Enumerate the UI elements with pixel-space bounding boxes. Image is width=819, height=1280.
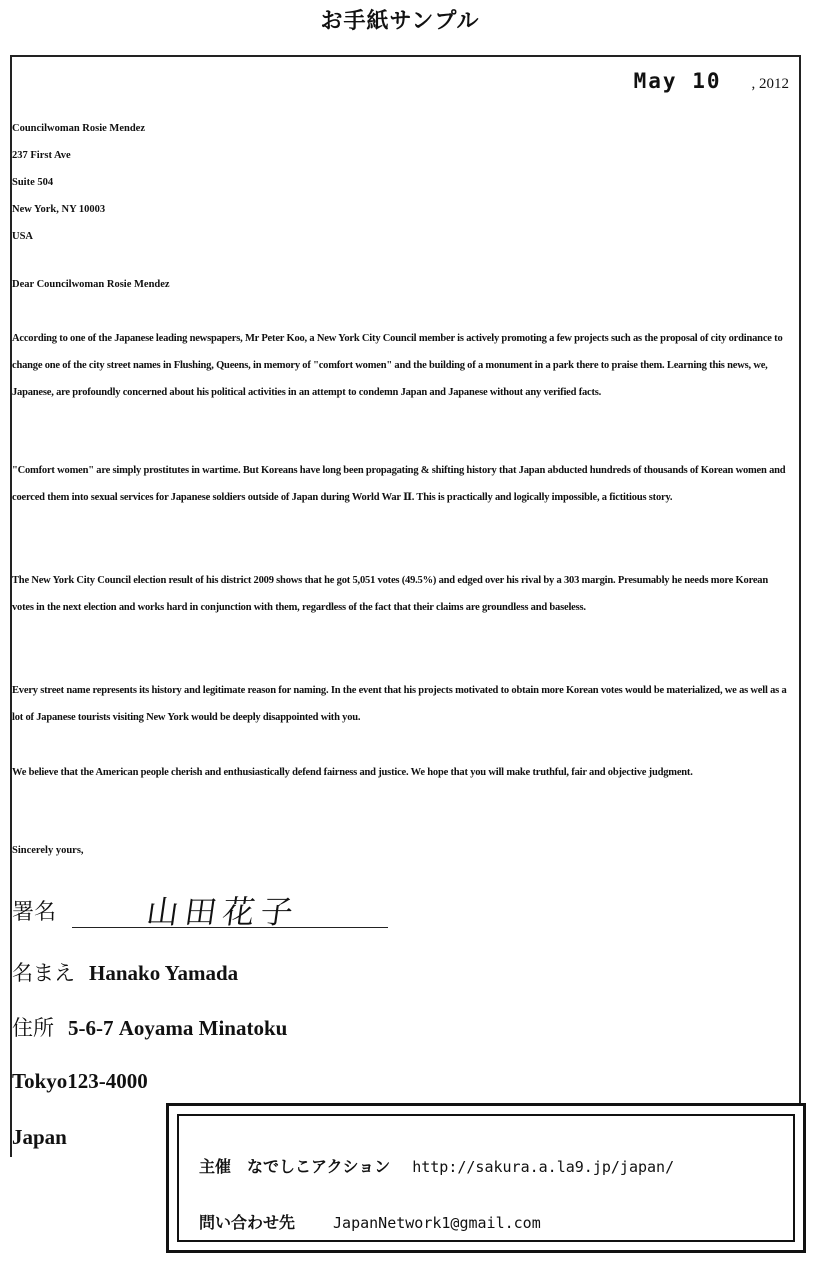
closing: Sincerely yours, bbox=[12, 845, 84, 856]
sponsor-box-inner bbox=[177, 1114, 795, 1242]
recipient-address bbox=[12, 115, 145, 250]
sponsor-box bbox=[166, 1103, 806, 1253]
body-paragraph: We believe that the American people cherish and enthusiastically defend fairness and justice. We hope that you will make truthful, fair and objective judgment. bbox=[12, 767, 693, 778]
date-month-day: May 10 bbox=[633, 69, 722, 93]
address-label: 住所 bbox=[12, 1016, 54, 1040]
sponsor-label: 主催 bbox=[199, 1157, 232, 1176]
sponsor-org: なでしこアクション bbox=[247, 1157, 391, 1176]
address-value: 5-6-7 Aoyama Minatoku bbox=[68, 1016, 288, 1040]
signature-label: 署名 bbox=[12, 900, 57, 925]
sponsor-row bbox=[199, 1154, 674, 1177]
address-row bbox=[12, 1012, 287, 1042]
address-line: USA bbox=[12, 231, 34, 242]
signature-line bbox=[72, 927, 388, 928]
contact-label: 問い合わせ先 bbox=[199, 1213, 296, 1232]
sponsor-url[interactable]: http://sakura.a.la9.jp/japan/ bbox=[412, 1158, 675, 1176]
letter-frame bbox=[10, 55, 801, 1157]
contact-email[interactable]: JapanNetwork1@gmail.com bbox=[333, 1214, 541, 1232]
name-row bbox=[12, 957, 238, 987]
address-line: Suite 504 bbox=[12, 177, 54, 188]
address-line: Councilwoman Rosie Mendez bbox=[12, 123, 145, 134]
contact-row bbox=[199, 1210, 541, 1233]
letter-date bbox=[634, 69, 789, 93]
body-paragraph: According to one of the Japanese leading newspapers, Mr Peter Koo, a New York City Council member is actively promoting a few projects such as the proposal of city ordinance to change one of the city street names in Flushing, Queens, in memory of "comfort women" and the building of a monument in a park there to praise them. Learning this news, we, Japanese, are profoundly concerned about his political activities in an attempt to condemn Japan and Japanese without any verified facts. bbox=[12, 333, 783, 398]
body-paragraph: "Comfort women" are simply prostitutes in wartime. But Koreans have long been propagating & shifting history that Japan abducted hundreds of thousands of Korean women and coerced them into sexual services for Japanese soldiers outside of Japan during World War Ⅱ. This is practically and logically impossible, a fictitious story. bbox=[12, 465, 786, 503]
body-paragraph: Every street name represents its history and legitimate reason for naming. In the event that his projects motivated to obtain more Korean votes would be materialized, we as well as a lot of Japanese tourists visiting New York would be deeply disappointed with you. bbox=[12, 685, 787, 723]
address-line: 237 First Ave bbox=[12, 150, 71, 161]
salutation: Dear Councilwoman Rosie Mendez bbox=[12, 279, 170, 290]
name-value: Hanako Yamada bbox=[89, 961, 239, 985]
address-country: Japan bbox=[12, 1125, 67, 1149]
signature-handwriting: 山田花子 bbox=[144, 893, 302, 931]
date-year: , 2012 bbox=[751, 76, 789, 92]
page-title: お手紙サンプル bbox=[320, 9, 480, 34]
body-paragraph: The New York City Council election result of his district 2009 shows that he got 5,051 votes (49.5%) and edged over his rival by a 303 margin. Presumably he needs more Korean votes in the next election and works hard in conjunction with them, regardless of the fact that their claims are groundless and baseless. bbox=[12, 575, 768, 613]
address-city: Tokyo123-4000 bbox=[12, 1069, 148, 1093]
name-label: 名まえ bbox=[12, 961, 75, 985]
address-line: New York, NY 10003 bbox=[12, 204, 106, 215]
